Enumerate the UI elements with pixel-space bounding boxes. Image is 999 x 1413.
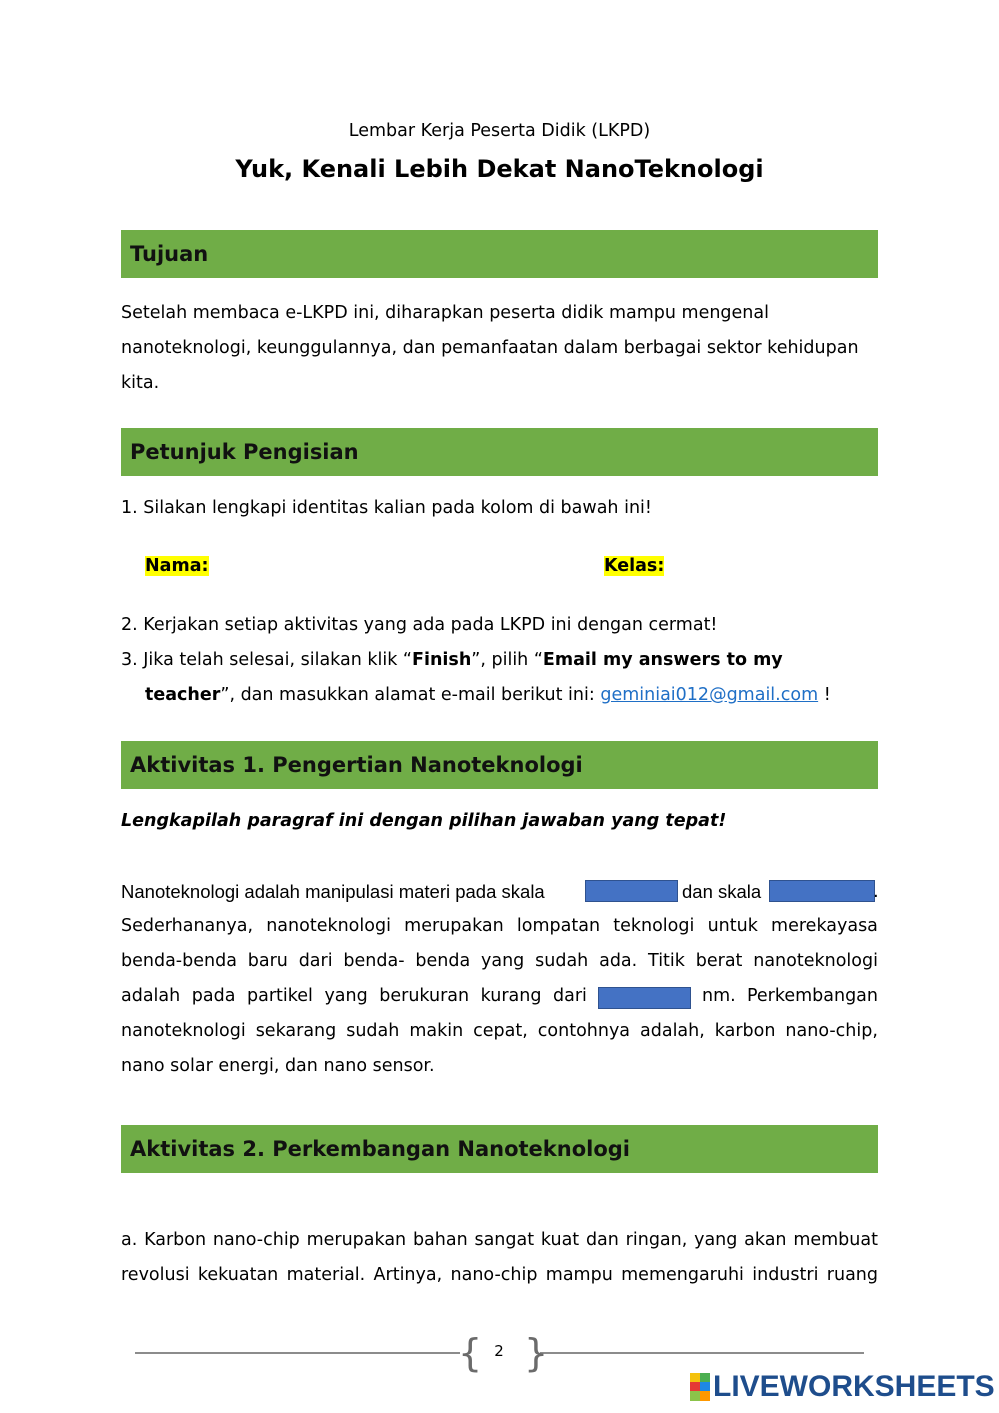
left-bracket-icon: { [458, 1331, 483, 1375]
aktivitas-2-line-2: revolusi kekuatan material. Artinya, nano-chip mampu memengaruhi industri ruang [121, 1265, 878, 1285]
footer-rule-left [135, 1352, 460, 1354]
kelas-field[interactable] [604, 556, 664, 576]
aktivitas-2-line-1: a. Karbon nano-chip merupakan bahan sangat kuat dan ringan, yang akan membuat [121, 1230, 878, 1250]
answer-blank-1[interactable] [585, 880, 678, 902]
page-number: 2 [494, 1342, 504, 1360]
aktivitas-1-line-1b: dan skala [682, 881, 762, 902]
page-subtitle: Lembar Kerja Peserta Didik (LKPD) [348, 121, 651, 141]
instruction-item-3-line2: teacher”, dan masukkan alamat e-mail berikut ini: geminiai012@gmail.com ! [145, 685, 831, 705]
nama-field[interactable] [145, 556, 209, 576]
aktivitas-1-line-2: Sederhananya, nanoteknologi merupakan lompatan teknologi untuk merekayasa [121, 916, 878, 936]
nama-label: Nama: [145, 556, 209, 576]
aktivitas-1-line-4a: adalah pada partikel yang berukuran kurang dari [121, 986, 587, 1006]
instruction-item-1: 1. Silakan lengkapi identitas kalian pada kolom di bawah ini! [121, 498, 652, 518]
kelas-label: Kelas: [604, 556, 665, 576]
liveworksheets-wordmark: LIVEWORKSHEETS [713, 1370, 995, 1403]
instruction-item-3-line1: 3. Jika telah selesai, silakan klik “Finish”, pilih “Email my answers to my [121, 650, 783, 670]
answer-blank-3[interactable] [598, 987, 691, 1009]
page-title: Yuk, Kenali Lebih Dekat NanoTeknologi [235, 155, 764, 183]
finish-keyword: Finish [412, 650, 472, 670]
aktivitas-1-instruction: Lengkapilah paragraf ini dengan pilihan jawaban yang tepat! [121, 811, 727, 831]
answer-blank-2[interactable] [769, 880, 875, 902]
section-header-tujuan: Tujuan [121, 230, 878, 278]
aktivitas-1-line-5: nanoteknologi sekarang sudah makin cepat, contohnya adalah, karbon nano-chip, [121, 1021, 878, 1041]
instruction-item-2: 2. Kerjakan setiap aktivitas yang ada pada LKPD ini dengan cermat! [121, 615, 718, 635]
footer-rule-right [540, 1352, 864, 1354]
email-option-keyword: Email my answers to my [542, 650, 783, 670]
aktivitas-1-line-3: benda-benda baru dari benda- benda yang sudah ada. Titik berat nanoteknologi [121, 951, 878, 971]
aktivitas-1-line-1a: Nanoteknologi adalah manipulasi materi pada skala [121, 881, 545, 902]
liveworksheets-icon [690, 1373, 710, 1401]
right-bracket-icon: } [524, 1331, 549, 1375]
teacher-email-link[interactable]: geminiai012@gmail.com [600, 685, 819, 705]
aktivitas-1-line-4b: nm. Perkembangan [702, 986, 878, 1006]
liveworksheets-logo [690, 1370, 995, 1404]
aktivitas-1-line-1c: . [873, 881, 879, 902]
section-header-aktivitas-2: Aktivitas 2. Perkembangan Nanoteknologi [121, 1125, 878, 1173]
aktivitas-1-line-6: nano solar energi, dan nano sensor. [121, 1056, 435, 1076]
section-header-petunjuk: Petunjuk Pengisian [121, 428, 878, 476]
section-header-aktivitas-1: Aktivitas 1. Pengertian Nanoteknologi [121, 741, 878, 789]
tujuan-text: Setelah membaca e-LKPD ini, diharapkan peserta didik mampu mengenal nanoteknologi, keunggulannya, dan pemanfaatan dalam berbagai sektor kehidupan kita. [121, 303, 859, 393]
